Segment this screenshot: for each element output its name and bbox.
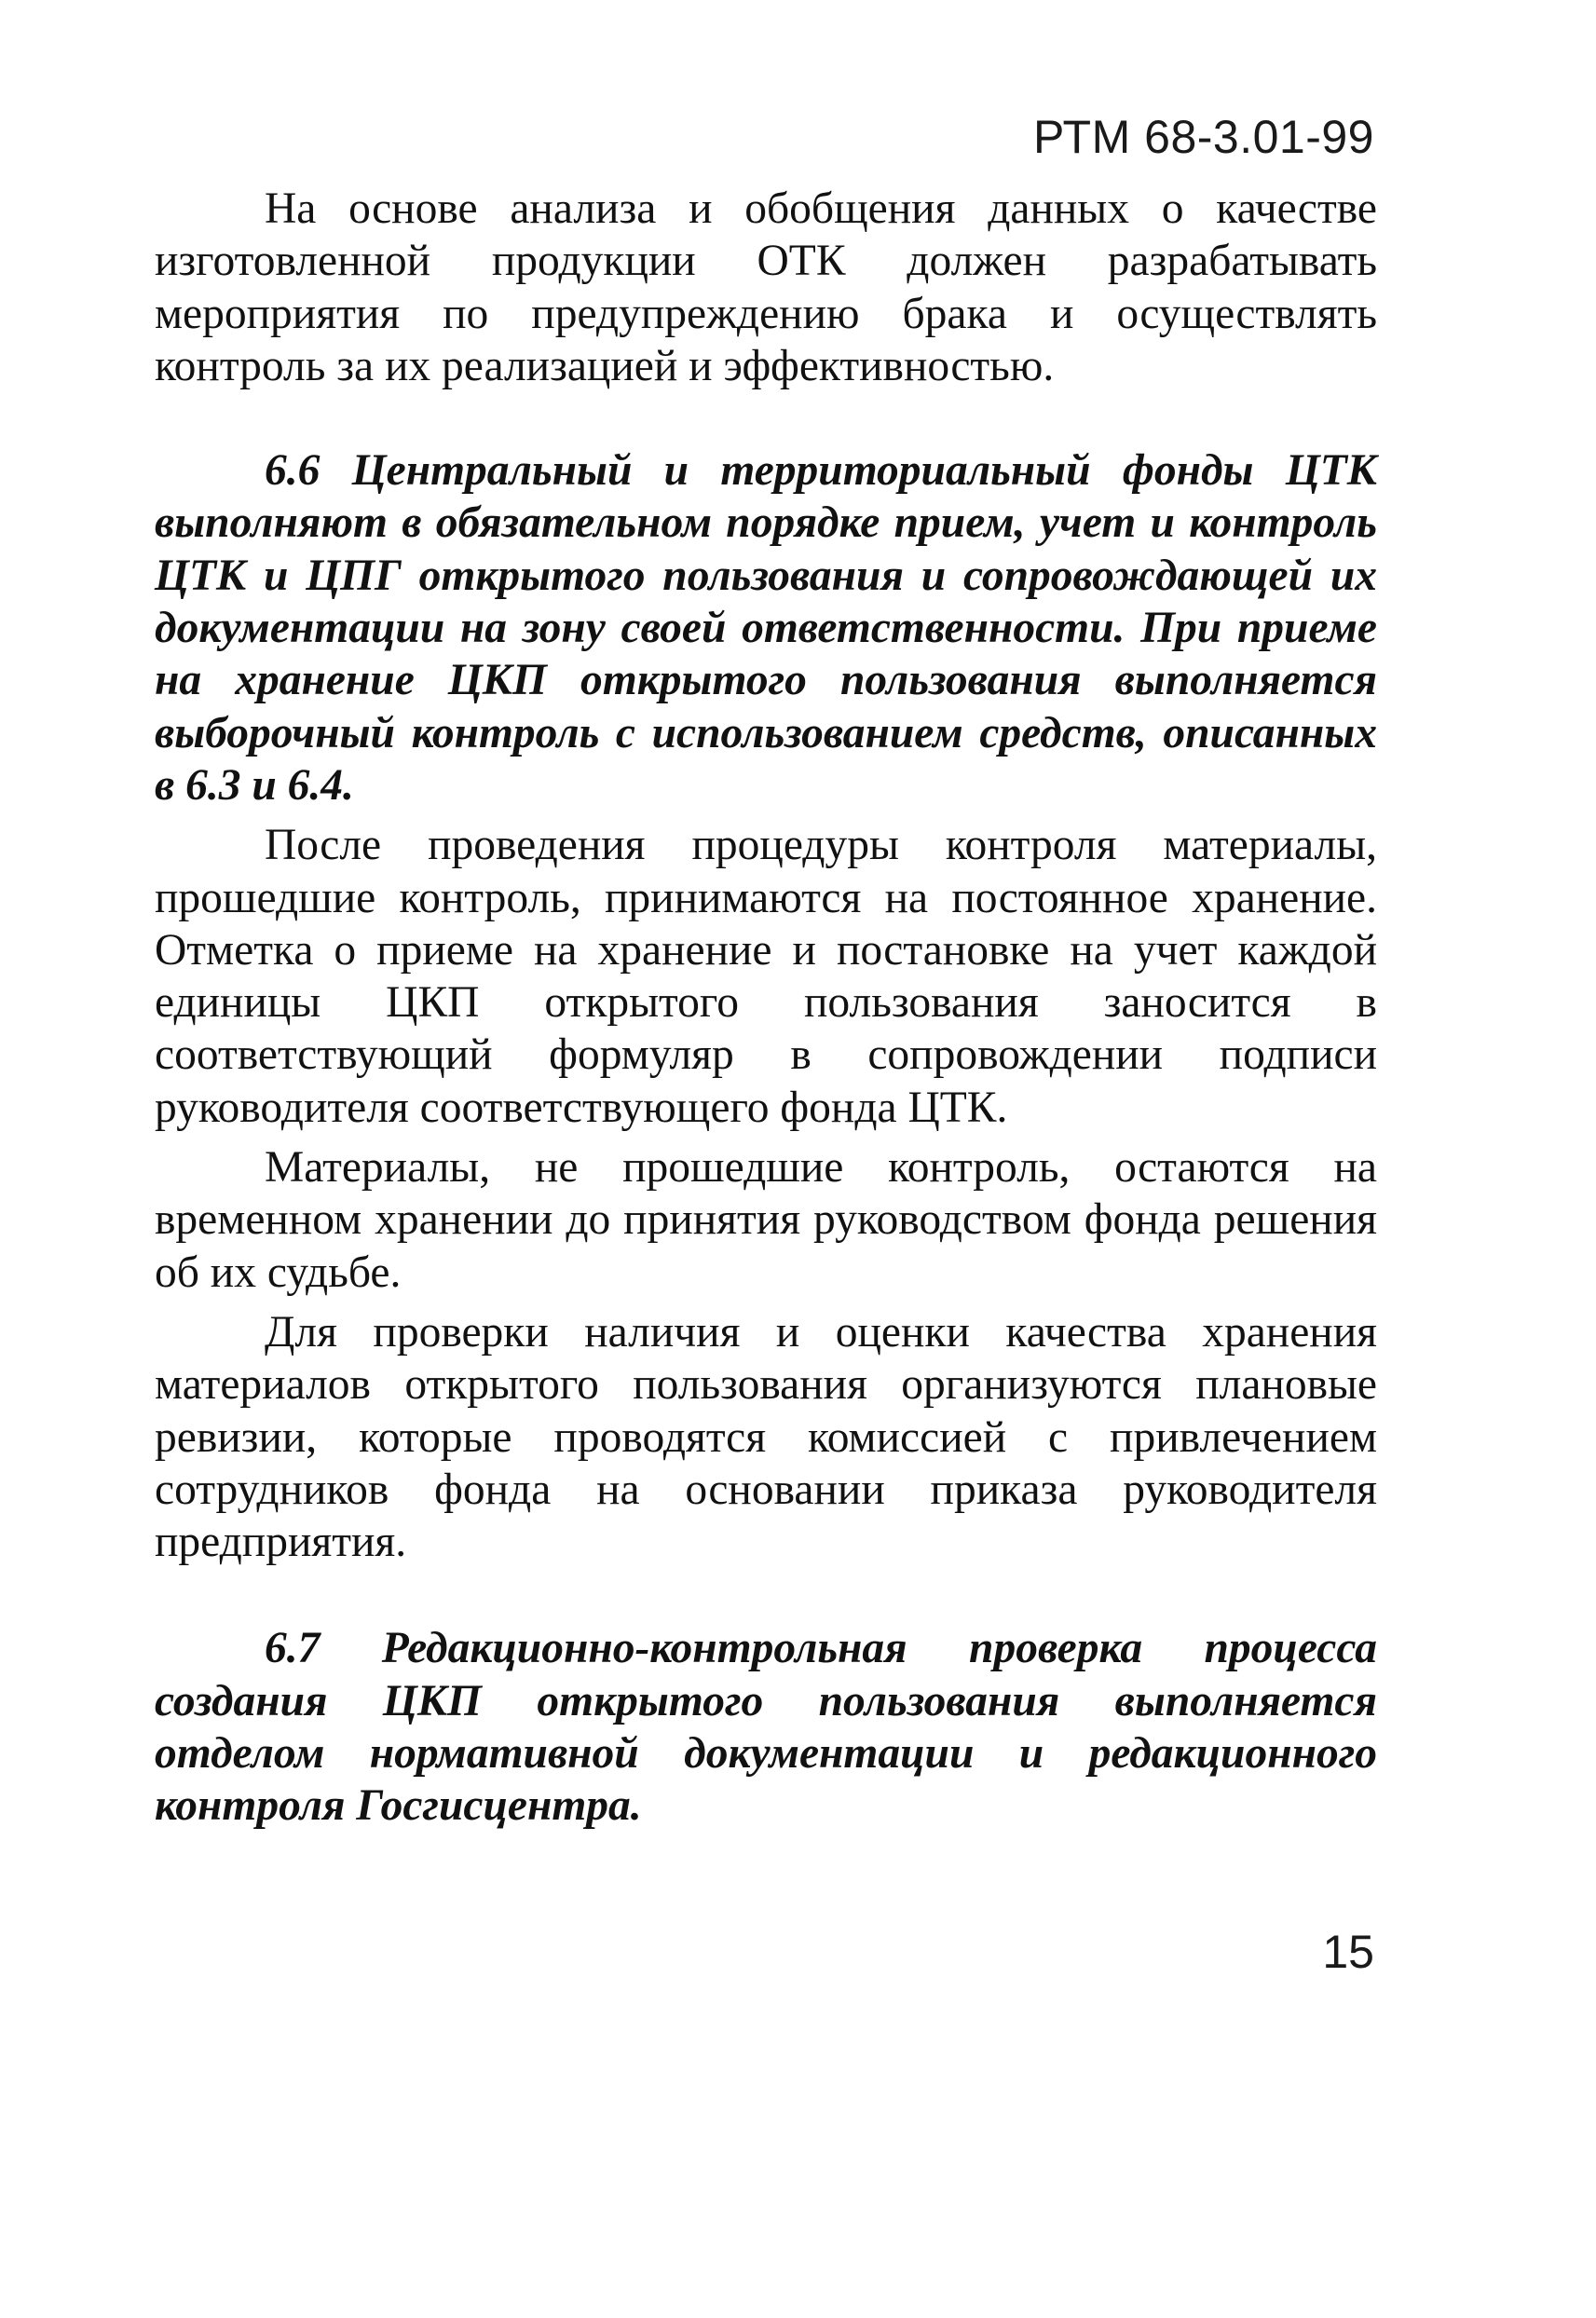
page-number: 15 <box>1322 1926 1374 1978</box>
page-body <box>155 183 1377 1833</box>
clause-6-7: 6.7 Редакционно-контрольная проверка процесса создания ЦКП открытого пользования выполняется отделом нормативной документации и редакционного контроля Госгисцентра. <box>155 1624 1377 1831</box>
paragraph-inspections: Для проверки наличия и оценки качества хранения материалов открытого пользования организуются плановые ревизии, которые проводятся комиссией с привлечением сотрудников фонда на основании приказа руководителя предприятия. <box>155 1307 1377 1567</box>
clause-6-6: 6.6 Центральный и территориальный фонды ЦТК выполняют в обязательном порядке прием, учет и контроль ЦТК и ЦПГ открытого пользования и сопровождающей их документации на зону своей ответственности. При приеме на хранение ЦКП открытого пользования выполняется выборочный контроль с использованием средств, описанных в 6.3 и 6.4. <box>155 446 1377 810</box>
paragraph-after-control: После проведения процедуры контроля материалы, прошедшие контроль, принимаются на постоянное хранение. Отметка о приеме на хранение и постановке на учет каждой единицы ЦКП открытого пользования заносится в соответствующий формуляр в сопровождении подписи руководителя соответствующего фонда ЦТК. <box>155 821 1377 1132</box>
paragraph-failed-materials: Материалы, не прошедшие контроль, остаются на временном хранении до принятия руководством фонда решения об их судьбе. <box>155 1143 1377 1297</box>
document-code: РТМ 68-3.01-99 <box>1032 111 1374 163</box>
paragraph-otk-analysis: На основе анализа и обобщения данных о качестве изготовленной продукции ОТК должен разрабатывать мероприятия по предупреждению брака и осуществлять контроль за их реализацией и эффективностью. <box>155 184 1377 390</box>
